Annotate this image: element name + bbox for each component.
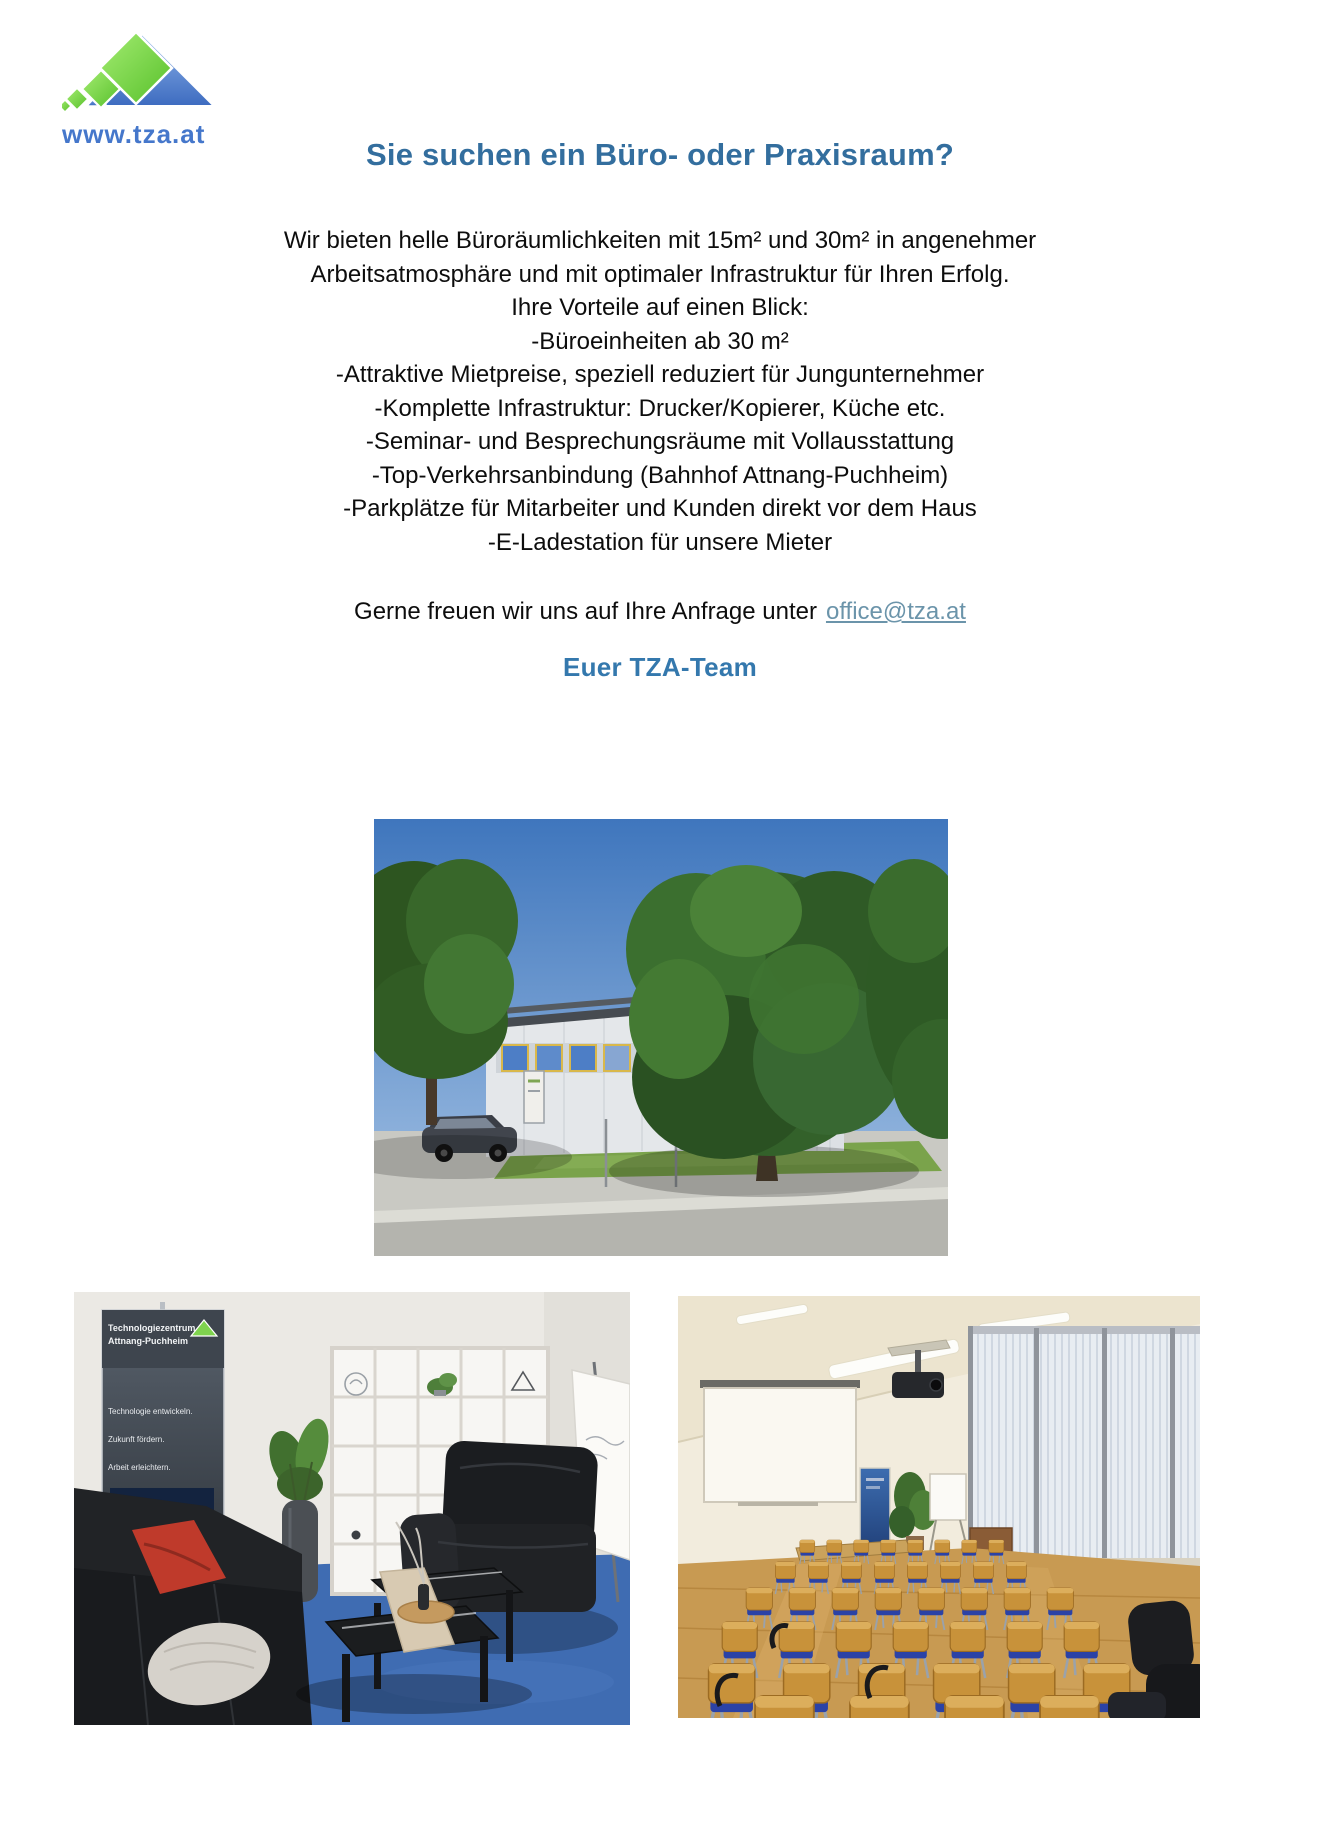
banner-acrostic-line3: Arbeit erleichtern. — [108, 1463, 171, 1472]
page-title: Sie suchen ein Büro- oder Praxisraum? — [366, 137, 954, 172]
intro-line: Arbeitsatmosphäre und mit optimaler Infrastruktur für Ihren Erfolg. — [310, 260, 1010, 288]
banner-acrostic-line2: Zukunft fördern. — [108, 1435, 165, 1444]
banner-title-line1: Technologiezentrum — [108, 1323, 196, 1333]
intro-line: -Parkplätze für Mitarbeiter und Kunden direkt vor dem Haus — [343, 495, 977, 522]
contact-prefix: Gerne freuen wir uns auf Ihre Anfrage unter — [354, 598, 817, 625]
intro-text — [0, 224, 1320, 559]
seminar-room-photo — [678, 1296, 1200, 1718]
tza-logo — [62, 26, 222, 150]
signature: Euer TZA-Team — [562, 652, 758, 682]
intro-line: Ihre Vorteile auf einen Blick: — [511, 294, 809, 321]
email-link[interactable]: office@tza.at — [825, 598, 966, 625]
lounge-photo — [74, 1292, 630, 1725]
intro-line: -Büroeinheiten ab 30 m² — [531, 327, 789, 355]
intro-line: -Komplette Infrastruktur: Drucker/Kopierer, Küche etc. — [374, 394, 946, 422]
contact-line — [0, 598, 1320, 626]
intro-line: -Attraktive Mietpreise, speziell reduziert für Jungunternehmer — [335, 361, 985, 388]
banner-title-line2: Attnang-Puchheim — [108, 1336, 188, 1346]
tza-mountain-logo-icon — [62, 26, 214, 112]
intro-line: Wir bieten helle Büroräumlichkeiten mit 15m² und 30m² in angenehmer — [283, 227, 1037, 254]
banner-acrostic-line1: Technologie entwickeln. — [108, 1407, 193, 1416]
intro-line: -Top-Verkehrsanbindung (Bahnhof Attnang-Puchheim) — [371, 461, 949, 489]
intro-line: -E-Ladestation für unsere Mieter — [487, 528, 833, 556]
projection-screen — [700, 1380, 860, 1506]
building-photo — [374, 819, 948, 1256]
logo-site-url: www.tza.at — [62, 119, 206, 149]
intro-line: -Seminar- und Besprechungsräume mit Vollausstattung — [365, 428, 955, 455]
